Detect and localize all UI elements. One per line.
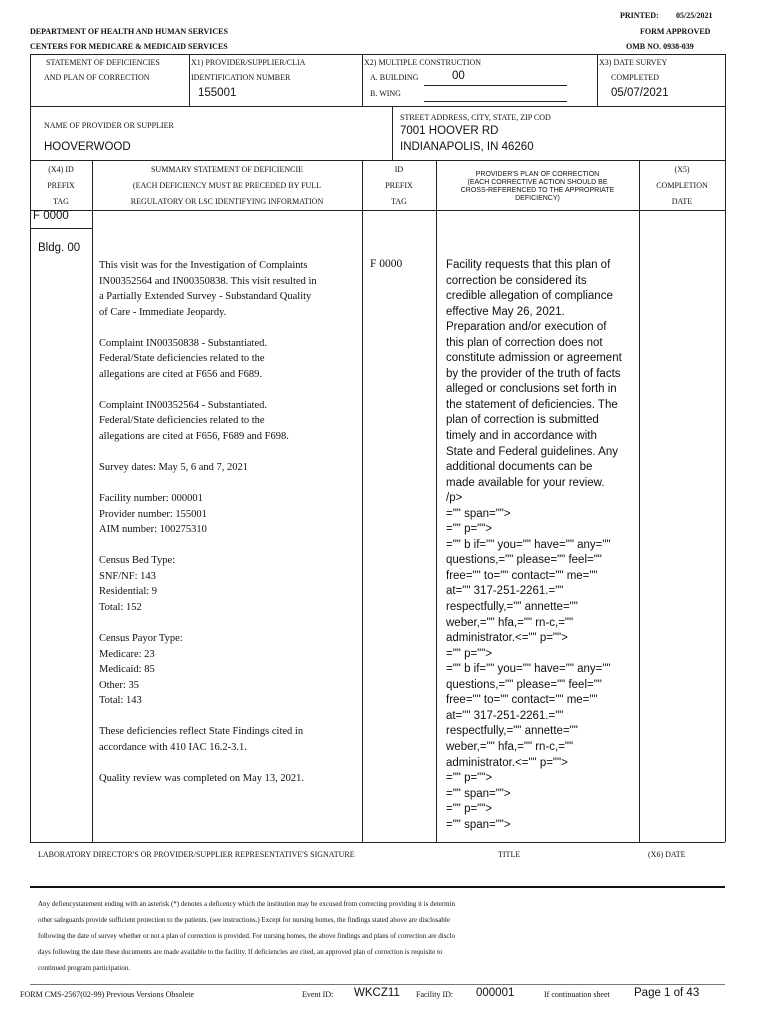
summary-line: Total: 143 (99, 695, 142, 707)
summary-header-2: (EACH DEFICIENCY MUST BE PRECEDED BY FULL (132, 181, 322, 190)
signature-label: LABORATORY DIRECTOR'S OR PROVIDER/SUPPLIER REPRESENTATIVE'S SIGNATURE (38, 850, 355, 859)
wing-label: B. WING (370, 89, 401, 98)
summary-line: Total: 152 (99, 602, 142, 614)
summary-line: Complaint IN00352564 - Substantiated. (99, 399, 267, 411)
plan-line: by the provider of the truth of facts (446, 367, 621, 380)
summary-line: Census Bed Type: (99, 555, 176, 567)
summary-line: IN00352564 and IN00350838. This visit resulted in (99, 275, 317, 287)
plan-line: State and Federal guidelines. Any (446, 445, 618, 458)
plan-line: ="" p=""> (446, 772, 493, 785)
x1-label-2: IDENTIFICATION NUMBER (191, 73, 291, 82)
plan-line: ="" p=""> (446, 647, 493, 660)
x2-label: X2) MULTIPLE CONSTRUCTION (364, 58, 482, 67)
tag-right: F 0000 (370, 258, 403, 270)
plan-line: administrator.<="" p=""> (446, 756, 568, 769)
summary-line (99, 709, 317, 725)
summary-line: allegations are cited at F656 and F689. (99, 368, 263, 380)
plan-line: ="" span=""> (446, 818, 511, 831)
plan-line: at="" 317-251-2261.="" (446, 709, 564, 722)
plan-line: questions,="" please="" feel="" (446, 554, 602, 567)
summary-line (99, 320, 317, 336)
id-header-2: PREFIX (385, 181, 413, 190)
summary-statement (99, 258, 317, 787)
summary-line: of Care - Immediate Jeopardy. (99, 306, 227, 318)
x4-header-2: PREFIX (47, 181, 75, 190)
summary-line: Other: 35 (99, 679, 139, 691)
printed-date: 05/25/2021 (676, 11, 713, 20)
summary-header-3: REGULATORY OR LSC IDENTIFYING INFORMATION (130, 197, 324, 206)
facility-id: 000001 (476, 987, 515, 999)
plan-line: the statement of deficiencies. The (446, 398, 618, 411)
plan-header-1: PROVIDER'S PLAN OF CORRECTION (475, 171, 600, 178)
plan-line: correction be considered its (446, 274, 587, 287)
summary-line: Facility number: 000001 (99, 493, 203, 505)
x1-label: X1) PROVIDER/SUPPLIER/CLIA (191, 58, 306, 67)
id-header-1: ID (394, 165, 404, 174)
title-label: TITLE (498, 850, 521, 859)
statement-label: STATEMENT OF DEFICIENCIES (46, 58, 160, 67)
street-address: 7001 HOOVER RD (400, 125, 499, 137)
plan-line: weber,="" hfa,="" rn-c,="" (446, 740, 574, 753)
disclaimer-line: Any defiencystatement ending with an asterisk (*) denotes a deficency which the institution may be excused from correcting providing it is determin (38, 900, 455, 908)
provider-name: HOOVERWOOD (44, 141, 131, 153)
building-value: 00 (452, 70, 465, 82)
plan-line: Facility requests that this plan of (446, 259, 611, 271)
building-tag: Bldg. 00 (38, 242, 81, 254)
summary-line: Complaint IN00350838 - Substantiated. (99, 337, 267, 349)
disclaimer-line: other safeguards provide sufficient protection to the patients. (see instructions.) Except for nursing homes, the findings stated above are disclosable (38, 916, 450, 924)
plan-line: credible allegation of compliance (446, 290, 613, 303)
disclaimer (38, 896, 455, 976)
plan-line: timely and in accordance with (446, 430, 597, 443)
building-label: A. BUILDING (370, 73, 419, 82)
summary-line: AIM number: 100275310 (99, 524, 207, 536)
summary-line (99, 476, 317, 492)
disclaimer-line: days following the date these documents are made available to the facility. If deficiencies are cited, an approved plan of correction is requisite to (38, 948, 443, 956)
x3-label-2: COMPLETED (611, 73, 659, 82)
survey-date: 05/07/2021 (611, 87, 669, 99)
summary-line: Census Payor Type: (99, 633, 183, 645)
facility-id-label: Facility ID: (416, 990, 454, 999)
summary-line: a Partially Extended Survey - Substandard Quality (99, 291, 312, 303)
plan-line: respectfully,="" annette="" (446, 601, 578, 614)
summary-line (99, 538, 317, 554)
summary-line (99, 445, 317, 461)
summary-line: accordance with 410 IAC 16.2-3.1. (99, 741, 247, 753)
form-number: FORM CMS-2567(02-99) Previous Versions Obsolete (20, 990, 195, 999)
plan-line: made available for your review. (446, 476, 605, 489)
provider-number: 155001 (198, 87, 237, 99)
plan-line: ="" b if="" you="" have="" any="" (446, 538, 611, 551)
summary-line: Survey dates: May 5, 6 and 7, 2021 (99, 462, 249, 474)
plan-line: effective May 26, 2021. (446, 305, 565, 318)
plan-of-correction (446, 258, 622, 833)
centers-title: CENTERS FOR MEDICARE & MEDICAID SERVICES (30, 42, 228, 51)
summary-line: Residential: 9 (99, 586, 158, 598)
plan-line: constitute admission or agreement (446, 352, 622, 365)
plan-line: administrator.<="" p=""> (446, 632, 568, 645)
x5-header-3: DATE (671, 197, 693, 206)
printed-label: PRINTED: (620, 11, 659, 20)
form-approved: FORM APPROVED (640, 27, 711, 36)
summary-header-1: SUMMARY STATEMENT OF DEFICIENCIE (150, 165, 304, 174)
plan-line: respectfully,="" annette="" (446, 725, 578, 738)
event-id: WKCZ11 (354, 987, 400, 999)
x5-header-1: (X5) (674, 165, 690, 174)
plan-line: free="" to="" contact="" me="" (446, 694, 598, 707)
summary-line (99, 756, 317, 772)
plan-line: alleged or conclusions set forth in (446, 383, 617, 396)
omb-number: OMB NO. 0938-039 (626, 42, 694, 51)
x6-date-label: (X6) DATE (648, 850, 686, 859)
plan-label: AND PLAN OF CORRECTION (44, 73, 150, 82)
x4-header-3: TAG (53, 197, 69, 206)
plan-line: ="" p=""> (446, 803, 493, 816)
plan-line: weber,="" hfa,="" rn-c,="" (446, 616, 574, 629)
plan-line: plan of correction is submitted (446, 414, 599, 427)
event-id-label: Event ID: (302, 990, 334, 999)
summary-line: Quality review was completed on May 13, 2021. (99, 773, 304, 785)
page-number: Page 1 of 43 (634, 987, 700, 999)
continuation-label: If continuation sheet (544, 990, 610, 999)
id-header-3: TAG (391, 197, 407, 206)
summary-line: allegations are cited at F656, F689 and F698. (99, 431, 289, 443)
x5-header-2: COMPLETION (656, 181, 708, 190)
plan-line: this plan of correction does not (446, 336, 603, 349)
summary-line: Medicare: 23 (99, 648, 155, 660)
street-label: STREET ADDRESS, CITY, STATE, ZIP COD (400, 113, 551, 122)
x3-label: X3) DATE SURVEY (599, 58, 668, 67)
summary-line: Provider number: 155001 (99, 508, 207, 520)
plan-line: ="" span=""> (446, 507, 511, 520)
summary-line: SNF/NF: 143 (99, 570, 156, 582)
summary-line: These deficiencies reflect State Findings cited in (99, 726, 304, 738)
plan-line: ="" span=""> (446, 787, 511, 800)
department-title: DEPARTMENT OF HEALTH AND HUMAN SERVICES (30, 27, 228, 36)
summary-line (99, 382, 317, 398)
provider-name-label: NAME OF PROVIDER OR SUPPLIER (44, 121, 174, 130)
plan-line: ="" p=""> (446, 523, 493, 536)
plan-header-2: (EACH CORRECTIVE ACTION SHOULD BE (467, 179, 608, 186)
summary-line (99, 616, 317, 632)
x4-header-1: (X4) ID (48, 165, 74, 174)
plan-line: at="" 317-251-2261.="" (446, 585, 564, 598)
disclaimer-line: continued program participation. (38, 964, 130, 972)
plan-header-3: CROSS-REFERENCED TO THE APPROPRIATE (460, 187, 615, 194)
summary-line: Federal/State deficiencies related to the (99, 353, 265, 365)
city-state-zip: INDIANAPOLIS, IN 46260 (400, 141, 534, 153)
plan-line: questions,="" please="" feel="" (446, 678, 602, 691)
plan-line: additional documents can be (446, 461, 593, 474)
plan-line: ="" b if="" you="" have="" any="" (446, 663, 611, 676)
plan-line: /p> (446, 492, 463, 505)
summary-line: Federal/State deficiencies related to the (99, 415, 265, 427)
summary-line: Medicaid: 85 (99, 664, 155, 676)
plan-header-4: DEFICIENCY) (515, 195, 560, 202)
plan-line: Preparation and/or execution of (446, 321, 607, 334)
tag-left: F 0000 (33, 210, 69, 222)
disclaimer-line: following the date of survey whether or not a plan of correction is provided. For nursing homes, the above findings and plans of correction are disclo (38, 932, 455, 940)
plan-line: free="" to="" contact="" me="" (446, 569, 598, 582)
summary-line: This visit was for the Investigation of Complaints (99, 260, 308, 271)
